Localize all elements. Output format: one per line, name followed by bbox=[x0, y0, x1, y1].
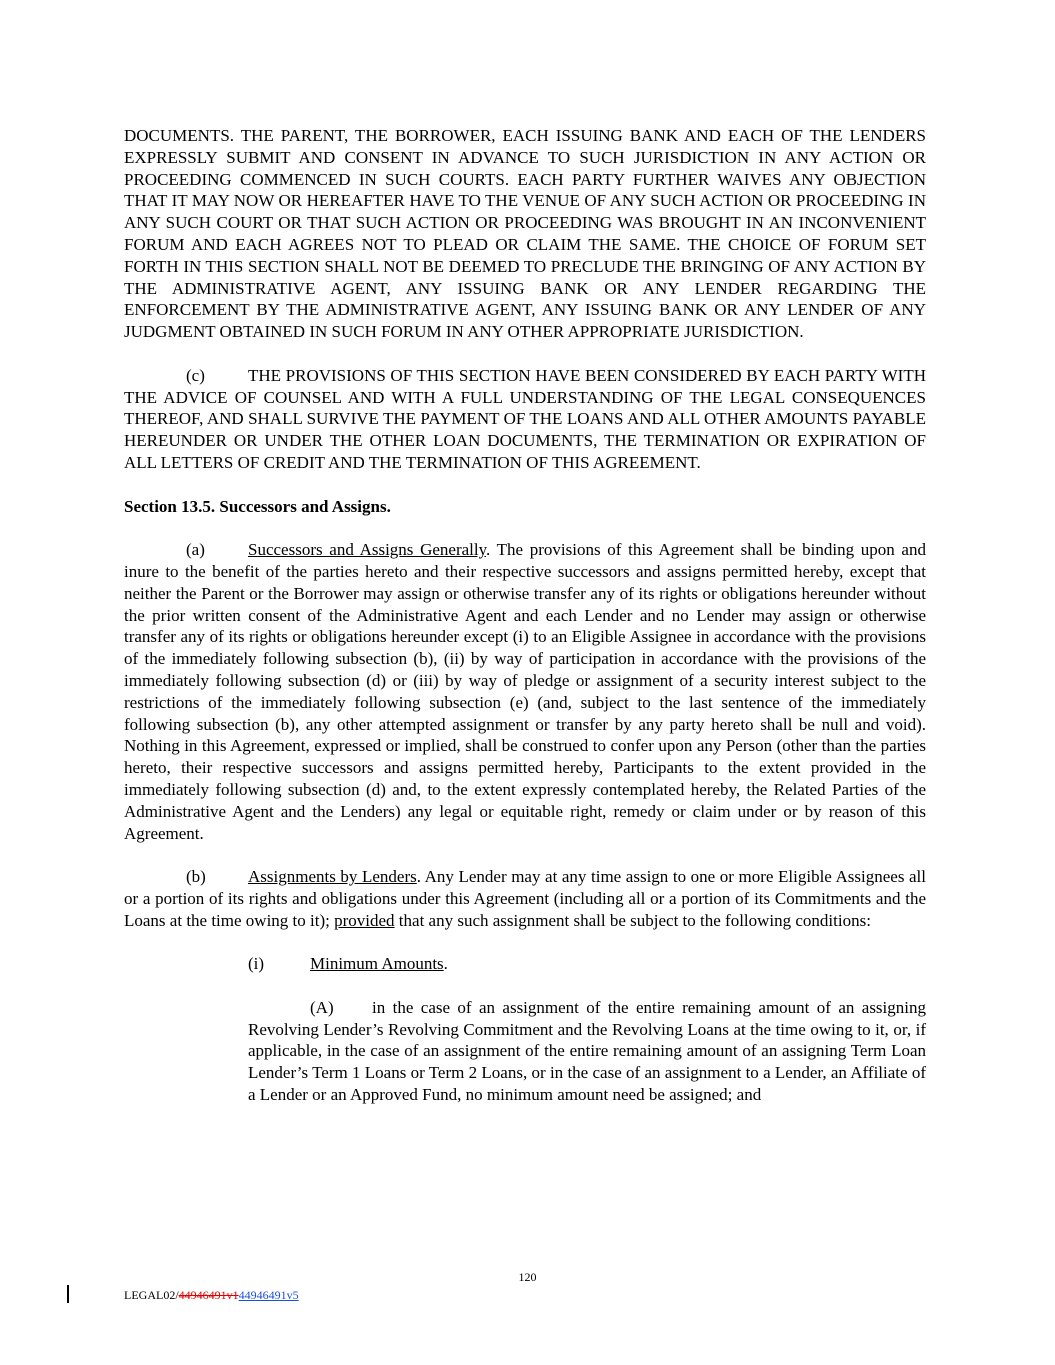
paragraph-b-text1: . Any Lender may at any time assign to one or more Eligible Assignees all or a portion of its rights and obligations under this Agreement (including all or a portion of its Commitments and the Loans at the time owing to it); bbox=[124, 867, 926, 930]
paragraph-b bbox=[124, 866, 926, 931]
title-a: Successors and Assigns Generally bbox=[248, 540, 487, 560]
label-A: (A) bbox=[310, 997, 334, 1017]
paragraph-jurisdiction: DOCUMENTS. THE PARENT, THE BORROWER, EACH ISSUING BANK AND EACH OF THE LENDERS EXPRESSLY SUBMIT AND CONSENT IN ADVANCE TO SUCH JURISDICTION IN ANY ACTION OR PROCEEDING COMMENCED IN SUCH COURTS. EACH PARTY FURTHER WAIVES ANY OBJECTION THAT IT MAY NOW OR HEREAFTER HAVE TO THE VENUE OF ANY SUCH ACTION OR PROCEEDING IN ANY SUCH COURT OR THAT SUCH ACTION OR PROCEEDING WAS BROUGHT IN AN INCONVENIENT FORUM AND EACH AGREES NOT TO PLEAD OR CLAIM THE SAME. THE CHOICE OF FORUM SET FORTH IN THIS SECTION SHALL NOT BE DEEMED TO PRECLUDE THE BRINGING OF ANY ACTION BY THE ADMINISTRATIVE AGENT, ANY ISSUING BANK OR ANY LENDER REGARDING THE ENFORCEMENT BY THE ADMINISTRATIVE AGENT, ANY ISSUING BANK OR ANY LENDER OF ANY JUDGMENT OBTAINED IN SUCH FORUM IN ANY OTHER APPROPRIATE JURISDICTION. bbox=[124, 126, 926, 342]
paragraph-A-text: in the case of an assignment of the entire remaining amount of an assigning Revolving Lender’s Revolving Commitment and the Revolving Loans at the time owing to it, or, if applicable, in the case of an assignment of the entire remaining amount of an assigning Term Loan Lender’s Term 1 Loans or Term 2 Loans, or in the case of an assignment to a Lender, an Affiliate of a Lender or an Approved Fund, no minimum amount need be assigned; and bbox=[248, 997, 926, 1105]
label-b: (b) bbox=[186, 867, 206, 887]
title-b: Assignments by Lenders bbox=[248, 867, 417, 887]
label-a: (a) bbox=[186, 540, 205, 560]
title-i-period: . bbox=[443, 954, 448, 974]
label-c: (c) bbox=[186, 365, 205, 385]
provided-term: provided bbox=[334, 910, 395, 930]
paragraph-a bbox=[124, 539, 926, 844]
document-id bbox=[124, 1288, 299, 1303]
change-bar bbox=[67, 1285, 69, 1303]
paragraph-b-text2: that any such assignment shall be subject to the following conditions: bbox=[394, 910, 871, 930]
doc-id-prefix: LEGAL02/ bbox=[124, 1288, 179, 1302]
doc-id-deleted: 44946491v1 bbox=[178, 1288, 239, 1302]
section-heading: Section 13.5. Successors and Assigns. bbox=[124, 496, 391, 516]
paragraph-a-text: . The provisions of this Agreement shall be binding upon and inure to the benefit of the parties hereto and their respective successors and assigns permitted hereby, except that neither the Parent or the Borrower may assign or otherwise transfer any of its rights or obligations hereunder without the prior written consent of the Administrative Agent and each Lender and no Lender may assign or otherwise transfer any of its rights or obligations hereunder except (i) to an Eligible Assignee in accordance with the provisions of the immediately following subsection (b), (ii) by way of participation in accordance with the provisions of the immediately following subsection (d) or (iii) by way of pledge or assignment of a security interest subject to the restrictions of the immediately following subsection (e) (and, subject to the last sentence of the immediately following subsection (b), any other attempted assignment or transfer by any party hereto shall be null and void). Nothing in this Agreement, expressed or implied, shall be construed to confer upon any Person (other than the parties hereto, their respective successors and assigns permitted hereby, Participants to the extent provided in the immediately following subsection (d) and, to the extent expressly contemplated hereby, the Related Parties of the Administrative Agent and the Lenders) any legal or equitable right, remedy or claim under or by reason of this Agreement. bbox=[124, 540, 926, 843]
paragraph-c-text: THE PROVISIONS OF THIS SECTION HAVE BEEN CONSIDERED BY EACH PARTY WITH THE ADVICE OF COUNSEL AND WITH A FULL UNDERSTANDING OF THE LEGAL CONSEQUENCES THEREOF, AND SHALL SURVIVE THE PAYMENT OF THE LOANS AND ALL OTHER AMOUNTS PAYABLE HEREUNDER OR UNDER THE OTHER LOAN DOCUMENTS, THE TERMINATION OR EXPIRATION OF ALL LETTERS OF CREDIT AND THE TERMINATION OF THIS AGREEMENT. bbox=[124, 365, 926, 472]
paragraph-A bbox=[248, 997, 926, 1106]
doc-id-inserted[interactable]: 44946491v5 bbox=[238, 1288, 299, 1302]
paragraph-i bbox=[248, 953, 926, 975]
page-number: 120 bbox=[518, 1270, 537, 1284]
document-body bbox=[124, 125, 926, 1106]
label-i: (i) bbox=[248, 954, 265, 974]
title-i: Minimum Amounts bbox=[310, 954, 444, 974]
paragraph-c bbox=[124, 365, 926, 474]
